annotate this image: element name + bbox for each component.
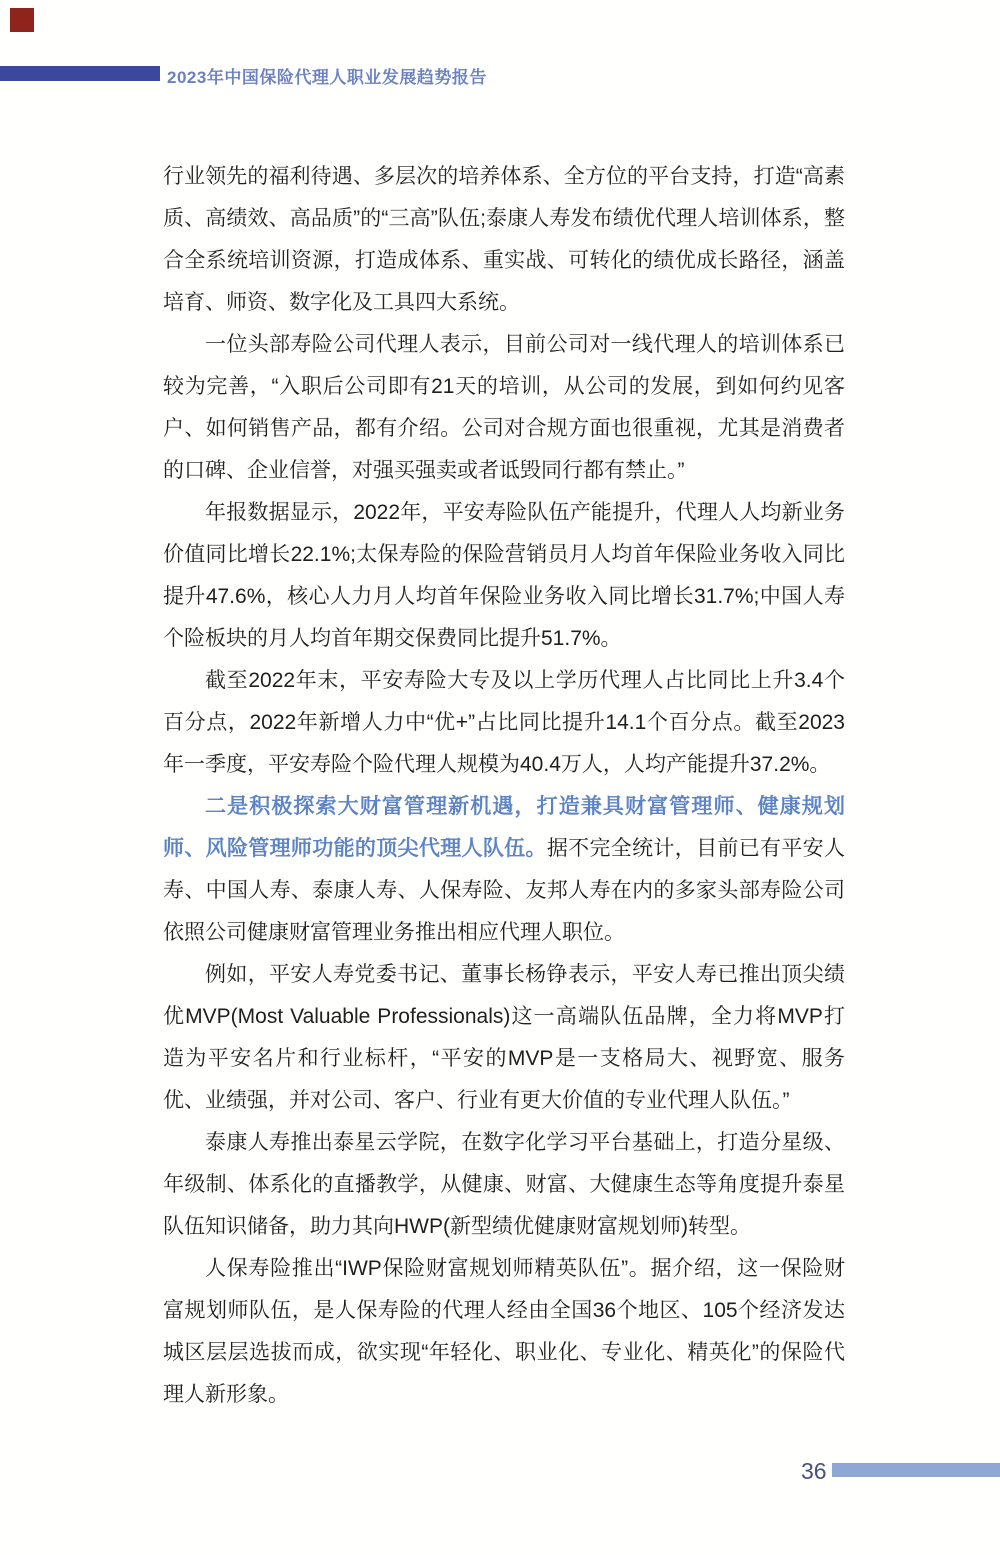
page-body: [163, 156, 845, 1416]
paragraph-6: 例如，平安人寿党委书记、董事长杨铮表示，平安人寿已推出顶尖绩优MVP(Most Valuable Professionals)这一高端队伍品牌，全力将MVP打造为平安名片和行业标杆，“平安的MVP是一支格局大、视野宽、服务优、业绩强，并对公司、客户、行业有更大价值的专业代理人队伍。”: [163, 963, 845, 1112]
page-number: 36: [801, 1458, 827, 1484]
logo-mark: [10, 8, 34, 32]
footer-accent-bar: [832, 1463, 1000, 1477]
paragraph-3: 年报数据显示，2022年，平安寿险队伍产能提升，代理人人均新业务价值同比增长22.1%;太保寿险的保险营销员月人均首年保险业务收入同比提升47.6%，核心人力月人均首年保险业务收入同比增长31.7%;中国人寿个险板块的月人均首年期交保费同比提升51.7%。: [163, 501, 845, 650]
paragraph-7: 泰康人寿推出泰星云学院，在数字化学习平台基础上，打造分星级、年级制、体系化的直播教学，从健康、财富、大健康生态等角度提升泰星队伍知识储备，助力其向HWP(新型绩优健康财富规划师)转型。: [163, 1131, 845, 1238]
paragraph-4: 截至2022年末，平安寿险大专及以上学历代理人占比同比上升3.4个百分点，2022年新增人力中“优+”占比同比提升14.1个百分点。截至2023年一季度，平安寿险个险代理人规模为40.4万人，人均产能提升37.2%。: [163, 669, 845, 776]
header-accent-bar: [0, 66, 160, 81]
subheading-lead: 二是积极探索大财富管理新机遇，打造兼具财富管理师、健康规划师、风险管理师功能的顶尖代理人队伍。: [163, 795, 845, 860]
paragraph-5: [163, 786, 845, 954]
report-title: 2023年中国保险代理人职业发展趋势报告: [167, 68, 487, 87]
paragraph-1: 行业领先的福利待遇、多层次的培养体系、全方位的平台支持，打造“高素质、高绩效、高品质”的“三高”队伍;泰康人寿发布绩优代理人培训体系，整合全系统培训资源，打造成体系、重实战、可转化的绩优成长路径，涵盖培育、师资、数字化及工具四大系统。: [163, 165, 845, 314]
paragraph-2: 一位头部寿险公司代理人表示，目前公司对一线代理人的培训体系已较为完善，“入职后公司即有21天的培训，从公司的发展，到如何约见客户、如何销售产品，都有介绍。公司对合规方面也很重视，尤其是消费者的口碑、企业信誉，对强买强卖或者诋毁同行都有禁止。”: [163, 333, 845, 482]
paragraph-5-body: 据不完全统计，目前已有平安人寿、中国人寿、泰康人寿、人保寿险、友邦人寿在内的多家头部寿险公司依照公司健康财富管理业务推出相应代理人职位。: [163, 837, 846, 944]
paragraph-8: 人保寿险推出“IWP保险财富规划师精英队伍”。据介绍，这一保险财富规划师队伍，是人保寿险的代理人经由全国36个地区、105个经济发达城区层层选拔而成，欲实现“年轻化、职业化、专业化、精英化”的保险代理人新形象。: [163, 1257, 845, 1406]
